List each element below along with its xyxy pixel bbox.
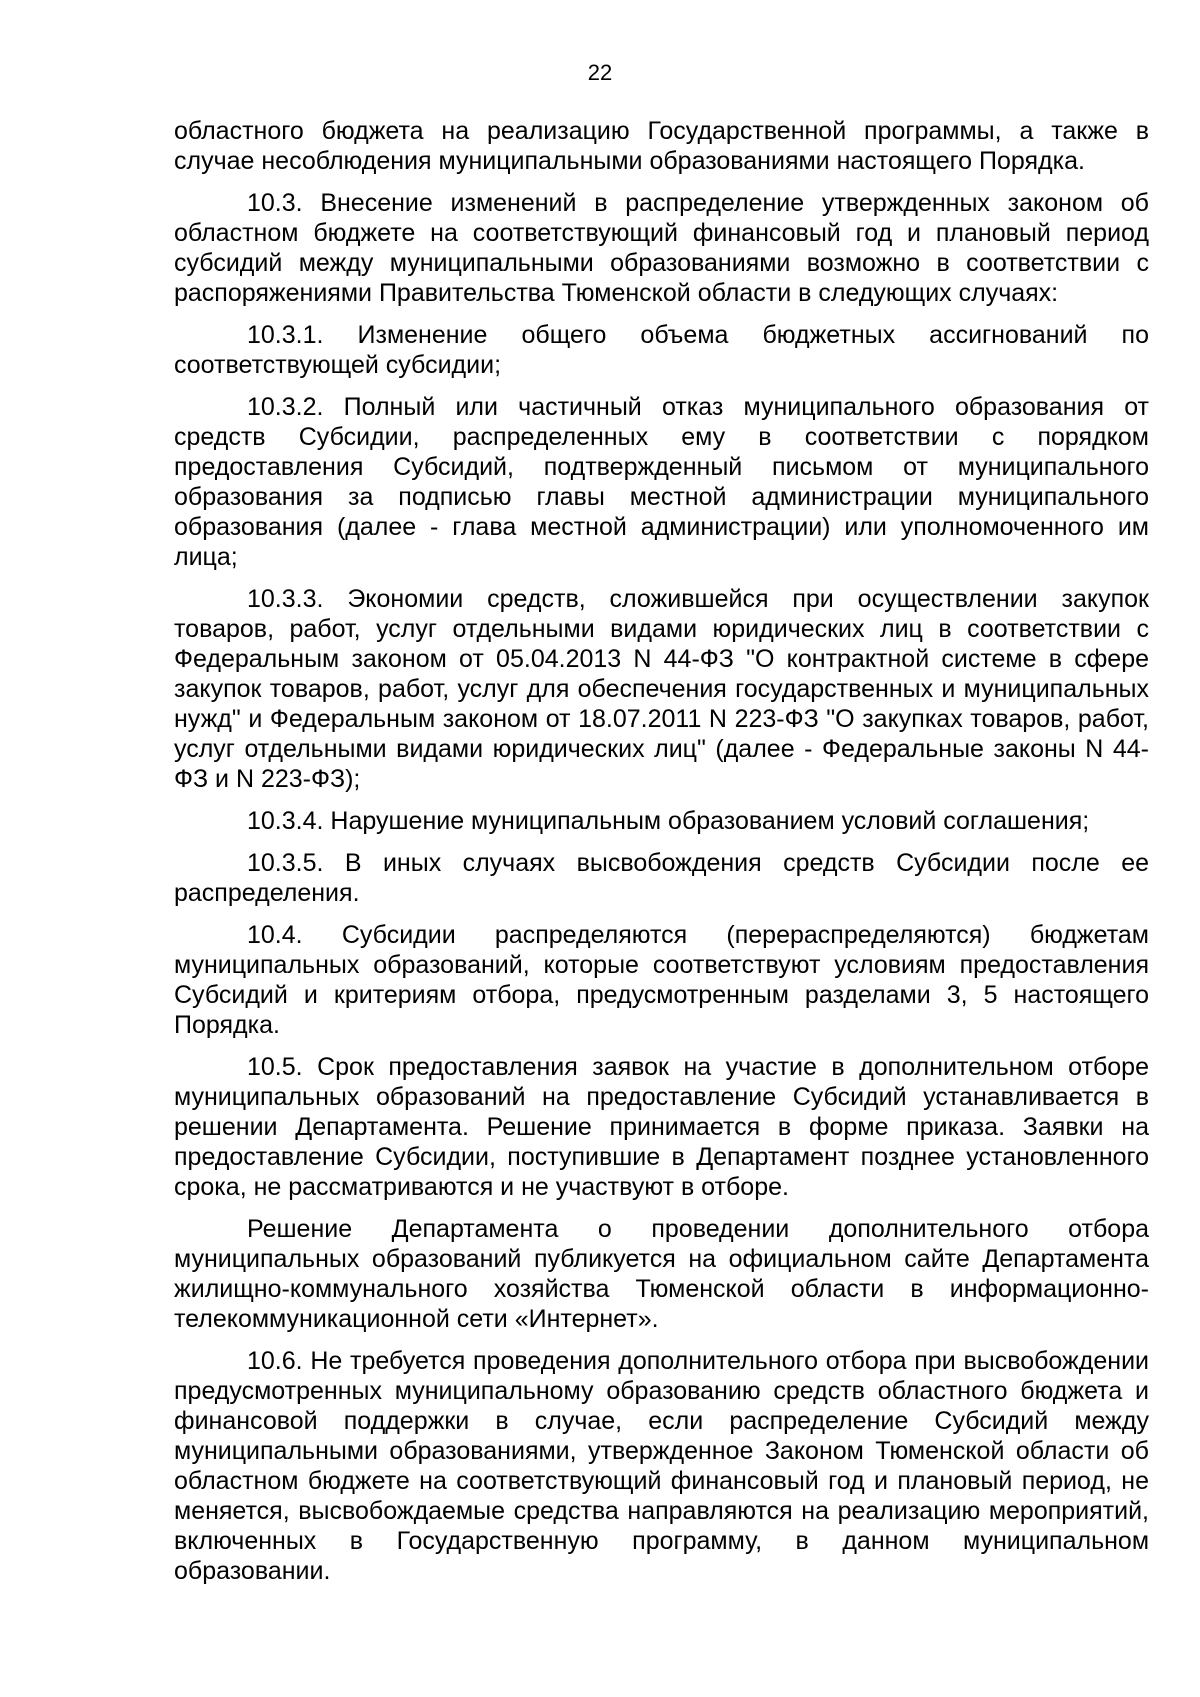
paragraph-10-4: 10.4. Субсидии распределяются (перераспределяются) бюджетам муниципальных образований, которые соответствуют условиям предоставления Субсидий и критериям отбора, предусмотренным разделами 3, 5 настоящего Порядка. bbox=[174, 921, 1149, 1039]
paragraph-department-decision: Решение Департамента о проведении дополнительного отбора муниципальных образований публикуется на официальном сайте Департамента жилищно-коммунального хозяйства Тюменской области в информационно-телекоммуникационной сети «Интернет». bbox=[174, 1215, 1149, 1333]
document-body bbox=[174, 116, 1149, 1598]
paragraph-10-3-2: 10.3.2. Полный или частичный отказ муниципального образования от средств Субсидии, распределенных ему в соответствии с порядком предоставления Субсидий, подтвержденный письмом от муниципального образования за подписью главы местной администрации муниципального образования (далее - глава местной администрации) или уполномоченного им лица; bbox=[174, 393, 1149, 571]
page-number: 22 bbox=[587, 60, 613, 85]
paragraph-10-3-3: 10.3.3. Экономии средств, сложившейся при осуществлении закупок товаров, работ, услуг отдельными видами юридических лиц в соответствии с Федеральным законом от 05.04.2013 N 44-ФЗ "О контрактной системе в сфере закупок товаров, работ, услуг для обеспечения государственных и муниципальных нужд" и Федеральным законом от 18.07.2011 N 223-ФЗ "О закупках товаров, работ, услуг отдельными видами юридических лиц" (далее - Федеральные законы N 44-ФЗ и N 223-ФЗ); bbox=[174, 585, 1149, 793]
paragraph-10-3-4: 10.3.4. Нарушение муниципальным образованием условий соглашения; bbox=[247, 807, 1090, 835]
paragraph-10-6: 10.6. Не требуется проведения дополнительного отбора при высвобождении предусмотренных муниципальному образованию средств областного бюджета и финансовой поддержки в случае, если распределение Субсидий между муниципальными образованиями, утвержденное Законом Тюменской области об областном бюджете на соответствующий финансовый год и плановый период, не меняется, высвобождаемые средства направляются на реализацию мероприятий, включенных в Государственную программу, в данном муниципальном образовании. bbox=[174, 1347, 1149, 1585]
paragraph-10-3-5: 10.3.5. В иных случаях высвобождения средств Субсидии после ее распределения. bbox=[174, 849, 1149, 907]
paragraph-10-3-1: 10.3.1. Изменение общего объема бюджетных ассигнований по соответствующей субсидии; bbox=[174, 321, 1149, 379]
paragraph-continuation: областного бюджета на реализацию Государственной программы, а также в случае несоблюдения муниципальными образованиями настоящего Порядка. bbox=[174, 117, 1149, 175]
paragraph-10-5: 10.5. Срок предоставления заявок на участие в дополнительном отборе муниципальных образований на предоставление Субсидий устанавливается в решении Департамента. Решение принимается в форме приказа. Заявки на предоставление Субсидии, поступившие в Департамент позднее установленного срока, не рассматриваются и не участвуют в отборе. bbox=[174, 1053, 1149, 1201]
paragraph-10-3: 10.3. Внесение изменений в распределение утвержденных законом об областном бюджете на соответствующий финансовый год и плановый период субсидий между муниципальными образованиями возможно в соответствии с распоряжениями Правительства Тюменской области в следующих случаях: bbox=[174, 189, 1149, 307]
